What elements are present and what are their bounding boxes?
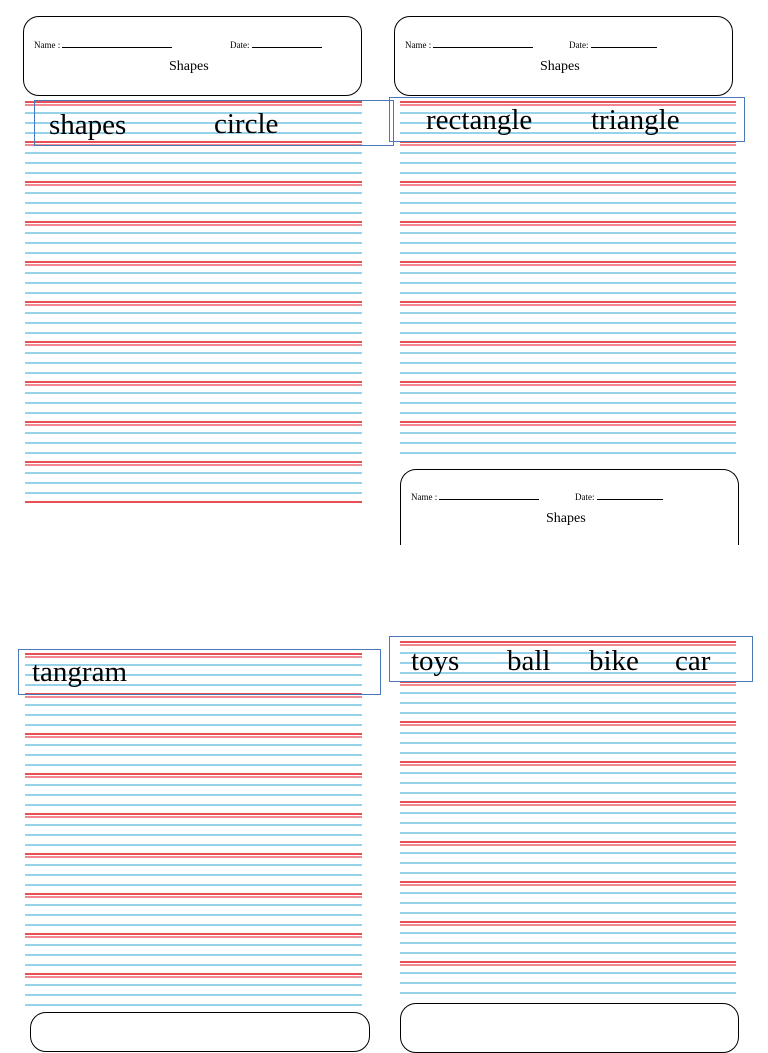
date-field — [569, 38, 657, 50]
date-label: Date: — [575, 492, 595, 502]
date-label: Date: — [569, 40, 589, 50]
name-blank-line — [433, 38, 533, 48]
name-field — [34, 38, 172, 50]
word-toys: toys — [411, 645, 460, 677]
worksheet-header-top-left — [23, 16, 362, 96]
name-label: Name : — [405, 40, 432, 50]
worksheet-title: Shapes — [169, 59, 209, 74]
word-circle: circle — [214, 108, 279, 140]
date-field — [575, 490, 663, 502]
date-blank-line — [252, 38, 322, 48]
word-rectangle: rectangle — [426, 104, 533, 136]
word-triangle: triangle — [591, 104, 680, 136]
worksheet-header-middle-right — [400, 469, 739, 545]
ruled-area-bottom-right — [400, 638, 736, 1000]
word-shapes: shapes — [49, 109, 127, 141]
date-blank-line — [591, 38, 657, 48]
word-box-shapes-circle — [34, 100, 394, 146]
word-ball: ball — [507, 645, 551, 677]
date-label: Date: — [230, 40, 250, 50]
worksheet-title: Shapes — [540, 59, 580, 74]
ruled-area-top-left — [25, 98, 362, 505]
word-box-tangram — [18, 649, 381, 695]
worksheet-header-bottom-left-partial — [30, 1012, 370, 1052]
word-box-toys-ball-bike-car — [389, 636, 753, 682]
name-field — [405, 38, 533, 50]
name-blank-line — [439, 490, 539, 500]
name-blank-line — [62, 38, 172, 48]
name-field — [411, 490, 539, 502]
ruled-area-top-right — [400, 98, 736, 460]
name-label: Name : — [411, 492, 438, 502]
worksheet-header-top-right — [394, 16, 733, 96]
ruled-area-bottom-left — [25, 650, 362, 1012]
word-bike: bike — [589, 645, 639, 677]
word-car: car — [675, 645, 711, 677]
worksheet-header-bottom-right-partial — [400, 1003, 739, 1053]
name-label: Name : — [34, 40, 61, 50]
word-tangram: tangram — [32, 656, 128, 688]
date-field — [230, 38, 322, 50]
word-box-rectangle-triangle — [389, 97, 745, 142]
worksheet-title: Shapes — [546, 511, 586, 526]
date-blank-line — [597, 490, 663, 500]
